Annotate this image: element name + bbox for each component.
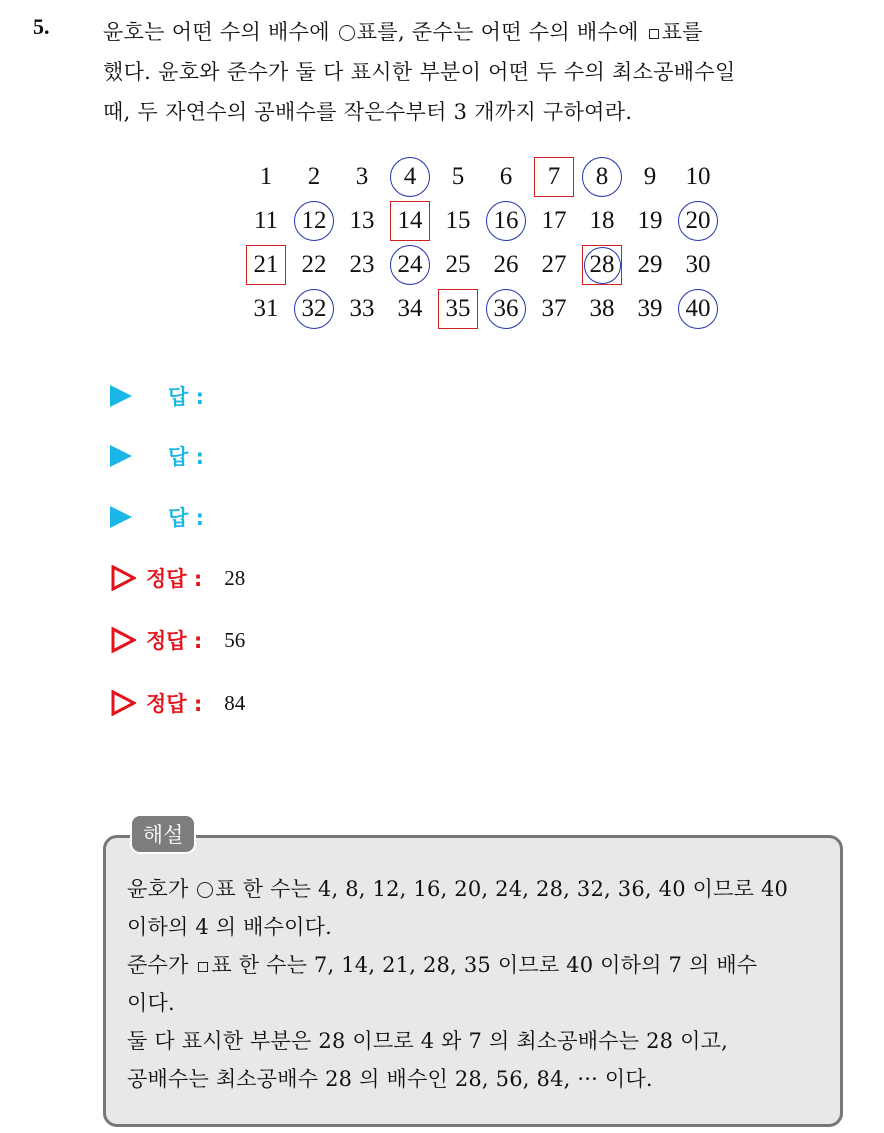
grid-number-text: 8 bbox=[582, 157, 622, 197]
explanation-line1-part1: 윤호가 bbox=[127, 877, 189, 901]
number-grid bbox=[242, 155, 722, 331]
question-line3: 때, 두 자연수의 공배수를 작은수부터 3 개까지 구하여라. bbox=[103, 100, 633, 124]
outline-triangle-icon bbox=[110, 565, 136, 591]
grid-number bbox=[242, 287, 290, 331]
grid-row bbox=[242, 155, 722, 199]
play-triangle-icon bbox=[110, 445, 132, 467]
grid-number-text: 1 bbox=[259, 163, 273, 190]
grid-number-text: 39 bbox=[637, 295, 663, 322]
question-line2: 했다. 윤호와 준수가 둘 다 표시한 부분이 어떤 두 수의 최소공배수일 bbox=[103, 60, 736, 84]
grid-number bbox=[578, 199, 626, 243]
grid-number-text: 14 bbox=[390, 201, 430, 241]
grid-number-text: 24 bbox=[390, 245, 430, 285]
circled-number bbox=[482, 199, 530, 243]
explanation-line2: 이하의 4 의 배수이다. bbox=[127, 915, 332, 939]
grid-number bbox=[434, 243, 482, 287]
answer-label: 답 : bbox=[168, 506, 204, 530]
correct-answer-row-2 bbox=[110, 620, 245, 660]
circled-number bbox=[674, 287, 722, 331]
boxed-number bbox=[242, 243, 290, 287]
explanation-text bbox=[127, 870, 827, 1098]
circled-number bbox=[674, 199, 722, 243]
grid-number bbox=[434, 199, 482, 243]
correct-answer-row-3 bbox=[110, 683, 245, 723]
grid-number-text: 9 bbox=[643, 163, 657, 190]
circled-boxed-number bbox=[578, 243, 626, 287]
grid-number-text: 38 bbox=[589, 295, 615, 322]
grid-number bbox=[290, 243, 338, 287]
grid-number-text: 11 bbox=[253, 207, 279, 234]
explanation-tab: 해설 bbox=[130, 814, 196, 854]
grid-number-text: 6 bbox=[499, 163, 513, 190]
grid-number-text: 23 bbox=[349, 251, 375, 278]
explanation-line5: 둘 다 표시한 부분은 28 이므로 4 와 7 의 최소공배수는 28 이고, bbox=[127, 1029, 728, 1053]
question-text bbox=[103, 12, 863, 132]
grid-number-text: 30 bbox=[685, 251, 711, 278]
boxed-number bbox=[386, 199, 434, 243]
grid-number-text: 36 bbox=[486, 289, 526, 329]
grid-number-text: 35 bbox=[438, 289, 478, 329]
grid-number-text: 2 bbox=[307, 163, 321, 190]
square-mark-icon bbox=[198, 962, 208, 972]
circled-number bbox=[578, 155, 626, 199]
answer-row-2 bbox=[110, 436, 204, 476]
grid-number-text: 10 bbox=[685, 163, 711, 190]
circled-number bbox=[290, 287, 338, 331]
grid-number bbox=[674, 243, 722, 287]
grid-number bbox=[242, 199, 290, 243]
circle-mark-icon bbox=[197, 882, 213, 898]
grid-number bbox=[434, 155, 482, 199]
grid-number-text: 37 bbox=[541, 295, 567, 322]
grid-number-text: 4 bbox=[390, 157, 430, 197]
grid-number-text: 28 bbox=[582, 245, 622, 285]
correct-answer-row-1 bbox=[110, 558, 245, 598]
grid-number-text: 34 bbox=[397, 295, 423, 322]
circled-number bbox=[482, 287, 530, 331]
outline-triangle-icon bbox=[110, 690, 136, 716]
grid-number bbox=[386, 287, 434, 331]
play-triangle-icon bbox=[110, 385, 132, 407]
boxed-number bbox=[530, 155, 578, 199]
explanation-line1-part2: 표 한 수는 4, 8, 12, 16, 20, 24, 28, 32, 36, 40 이므로 40 bbox=[215, 877, 789, 901]
circle-mark-icon bbox=[339, 25, 355, 41]
grid-number bbox=[626, 287, 674, 331]
grid-number-text: 26 bbox=[493, 251, 519, 278]
correct-answer-label: 정답 : bbox=[146, 567, 203, 591]
grid-number bbox=[530, 243, 578, 287]
grid-number bbox=[338, 155, 386, 199]
grid-number-text: 3 bbox=[355, 163, 369, 190]
grid-number-text: 18 bbox=[589, 207, 615, 234]
explanation-line3-part1: 준수가 bbox=[127, 953, 189, 977]
grid-number bbox=[290, 155, 338, 199]
explanation-line3-part2: 표 한 수는 7, 14, 21, 28, 35 이므로 40 이하의 7 의 배수 bbox=[211, 953, 758, 977]
grid-number bbox=[578, 287, 626, 331]
grid-number bbox=[482, 243, 530, 287]
circled-number bbox=[290, 199, 338, 243]
grid-number bbox=[338, 287, 386, 331]
grid-number-text: 20 bbox=[678, 201, 718, 241]
correct-answer-value: 28 bbox=[224, 565, 246, 590]
grid-number bbox=[338, 199, 386, 243]
grid-row bbox=[242, 243, 722, 287]
grid-number bbox=[674, 155, 722, 199]
grid-number-text: 12 bbox=[294, 201, 334, 241]
grid-number-text: 31 bbox=[253, 295, 279, 322]
grid-row bbox=[242, 199, 722, 243]
grid-number bbox=[338, 243, 386, 287]
correct-answer-value: 56 bbox=[224, 627, 246, 652]
grid-number-text: 25 bbox=[445, 251, 471, 278]
answer-row-3 bbox=[110, 497, 204, 537]
correct-answer-value: 84 bbox=[224, 690, 246, 715]
grid-number bbox=[626, 199, 674, 243]
correct-answer-label: 정답 : bbox=[146, 629, 203, 653]
circled-number bbox=[386, 243, 434, 287]
grid-number-text: 16 bbox=[486, 201, 526, 241]
square-mark-icon bbox=[649, 29, 659, 39]
correct-answer-label: 정답 : bbox=[146, 692, 203, 716]
circled-number bbox=[386, 155, 434, 199]
grid-number bbox=[530, 287, 578, 331]
grid-row bbox=[242, 287, 722, 331]
grid-number bbox=[482, 155, 530, 199]
question-number: 5. bbox=[33, 14, 50, 39]
grid-number-text: 19 bbox=[637, 207, 663, 234]
grid-number-text: 29 bbox=[637, 251, 663, 278]
outline-triangle-icon bbox=[110, 627, 136, 653]
question-line1-part2: 표를, 준수는 어떤 수의 배수에 bbox=[356, 20, 639, 44]
grid-number-text: 22 bbox=[301, 251, 327, 278]
grid-number-text: 15 bbox=[445, 207, 471, 234]
explanation-line4: 이다. bbox=[127, 991, 175, 1015]
grid-number-text: 33 bbox=[349, 295, 375, 322]
grid-number bbox=[242, 155, 290, 199]
grid-number-text: 32 bbox=[294, 289, 334, 329]
question-line1-part3: 표를 bbox=[661, 20, 703, 44]
play-triangle-icon bbox=[110, 506, 132, 528]
grid-number-text: 17 bbox=[541, 207, 567, 234]
explanation-line6: 공배수는 최소공배수 28 의 배수인 28, 56, 84, ··· 이다. bbox=[127, 1067, 653, 1091]
question-line1-part1: 윤호는 어떤 수의 배수에 bbox=[103, 20, 330, 44]
answer-row-1 bbox=[110, 376, 204, 416]
boxed-number bbox=[434, 287, 482, 331]
grid-number bbox=[626, 243, 674, 287]
grid-number bbox=[626, 155, 674, 199]
grid-number-text: 5 bbox=[451, 163, 465, 190]
answer-label: 답 : bbox=[168, 445, 204, 469]
grid-number-text: 13 bbox=[349, 207, 375, 234]
grid-number-text: 7 bbox=[534, 157, 574, 197]
answer-label: 답 : bbox=[168, 385, 204, 409]
grid-number bbox=[530, 199, 578, 243]
grid-number-text: 27 bbox=[541, 251, 567, 278]
grid-number-text: 40 bbox=[678, 289, 718, 329]
grid-number-text: 21 bbox=[246, 245, 286, 285]
